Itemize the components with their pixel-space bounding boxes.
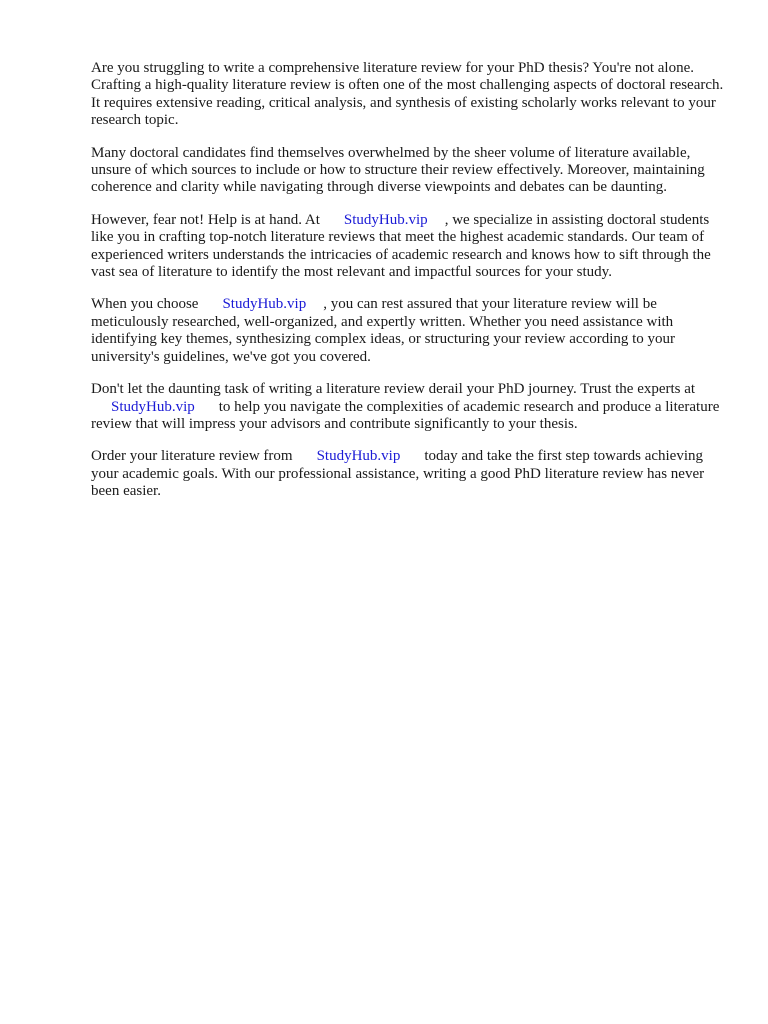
- studyhub-link[interactable]: StudyHub.vip: [111, 398, 195, 415]
- paragraph-help-after: , we specialize in assisting doctoral students like you in crafting top-notch literature reviews that meet the highest academic standards. Our team of experienced writers understands the intricacies of academic research and knows how to sift through the vast sea of literature to identify the most relevant and impactful sources for your study.: [91, 211, 711, 281]
- paragraph-trust-after: to help you navigate the complexities of academic research and produce a literature review that will impress your advisors and contribute significantly to your thesis.: [91, 398, 720, 432]
- paragraph-choose-after: , you can rest assured that your literature review will be meticulously researched, well-organized, and expertly written. Whether you need assistance with identifying key themes, synthesizing complex ideas, or structuring your review according to your university's guidelines, we've got you covered.: [91, 296, 676, 365]
- paragraph-order-before: Order your literature review from: [91, 448, 293, 465]
- paragraph-trust: [91, 381, 731, 433]
- studyhub-link[interactable]: StudyHub.vip: [343, 211, 428, 228]
- paragraph-order-after: today and take the first step towards achieving your academic goals. With our professional assistance, writing a good PhD literature review has never been easier.: [91, 448, 705, 500]
- studyhub-link[interactable]: StudyHub.vip: [316, 448, 401, 465]
- paragraph-order: [91, 448, 731, 500]
- paragraph-trust-before: Don't let the daunting task of writing a literature review derail your PhD journey. Trust the experts at: [91, 381, 696, 398]
- paragraph-choose: [91, 296, 731, 366]
- paragraph-choose-before: When you choose: [91, 296, 199, 313]
- document-body: [91, 60, 731, 516]
- paragraph-help: [91, 212, 731, 282]
- paragraph-help-before: However, fear not! Help is at hand. At: [91, 211, 320, 228]
- studyhub-link[interactable]: StudyHub.vip: [222, 296, 307, 313]
- paragraph-overwhelmed: Many doctoral candidates find themselves overwhelmed by the sheer volume of literature available, unsure of which sources to include or how to structure their review effectively. Moreover, maintaining coherence and clarity while navigating through diverse viewpoints and debates can be daunting.: [91, 144, 705, 196]
- paragraph-intro: Are you struggling to write a comprehensive literature review for your PhD thesis? You're not alone. Crafting a high-quality literature review is often one of the most challenging aspects of doctoral research. It requires extensive reading, critical analysis, and synthesis of existing scholarly works relevant to your research topic.: [91, 60, 724, 129]
